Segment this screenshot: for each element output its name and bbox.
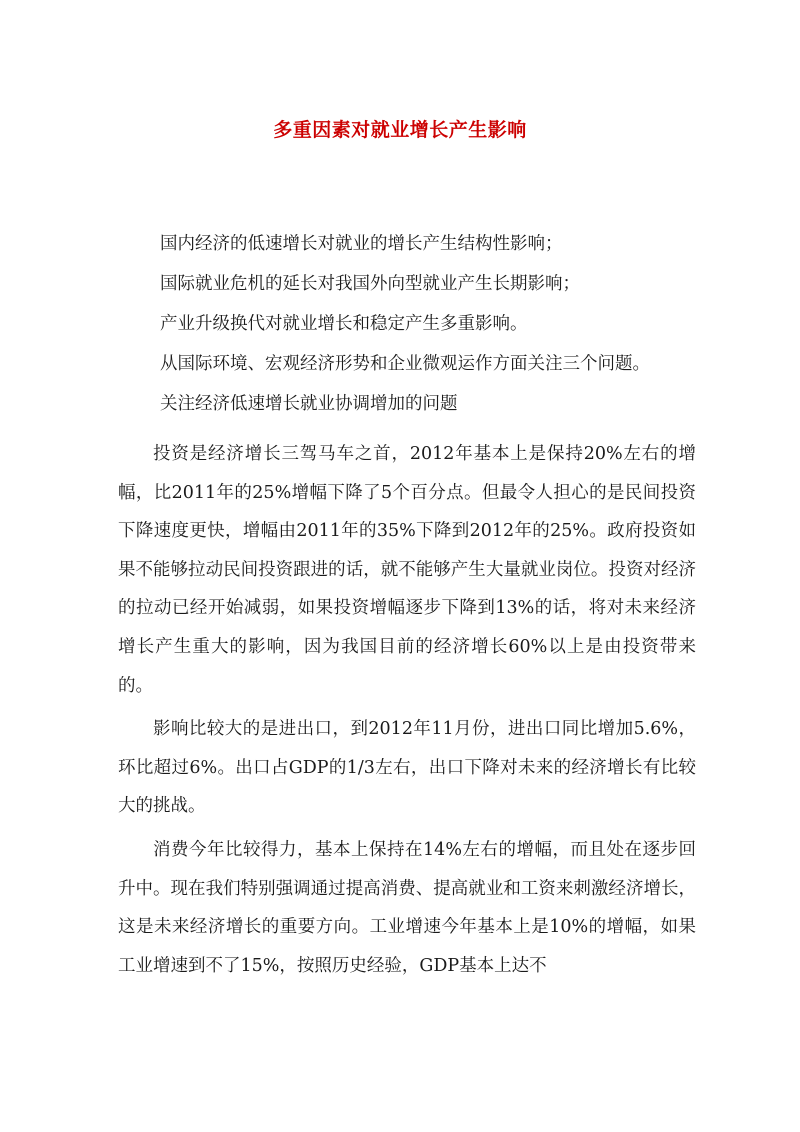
body-section [118, 435, 696, 990]
body-paragraph: 消费今年比较得力，基本上保持在14%左右的增幅，而且处在逐步回升中。现在我们特别强调通过提高消费、提高就业和工资来刺激经济增长，这是未来经济增长的重要方向。工业增速今年基本上是10%的增幅，如果工业增速到不了15%，按照历史经验，GDP基本上达不 [118, 839, 696, 976]
body-paragraph: 投资是经济增长三驾马车之首，2012年基本上是保持20%左右的增幅，比2011年的25%增幅下降了5个百分点。但最令人担心的是民间投资下降速度更快，增幅由2011年的35%下降到2012年的25%。政府投资如果不能够拉动民间投资跟进的话，就不能够产生大量就业岗位。投资对经济的拉动已经开始减弱，如果投资增幅逐步下降到13%的话，将对未来经济增长产生重大的影响，因为我国目前的经济增长60%以上是由投资带来的。 [118, 444, 696, 696]
intro-line: 从国际环境、宏观经济形势和企业微观运作方面关注三个问题。 [160, 354, 650, 374]
intro-section [160, 228, 720, 428]
intro-line: 国际就业危机的延长对我国外向型就业产生长期影响； [160, 274, 580, 294]
body-paragraph: 影响比较大的是进出口，到2012年11月份，进出口同比增加5.6%，环比超过6%。出口占GDP的1/3左右，出口下降对未来的经济增长有比较大的挑战。 [118, 719, 696, 817]
document-title: 多重因素对就业增长产生影响 [273, 118, 527, 141]
intro-line: 关注经济低速增长就业协调增加的问题 [160, 394, 458, 414]
intro-line: 国内经济的低速增长对就业的增长产生结构性影响； [160, 234, 563, 254]
intro-line: 产业升级换代对就业增长和稳定产生多重影响。 [160, 314, 528, 334]
